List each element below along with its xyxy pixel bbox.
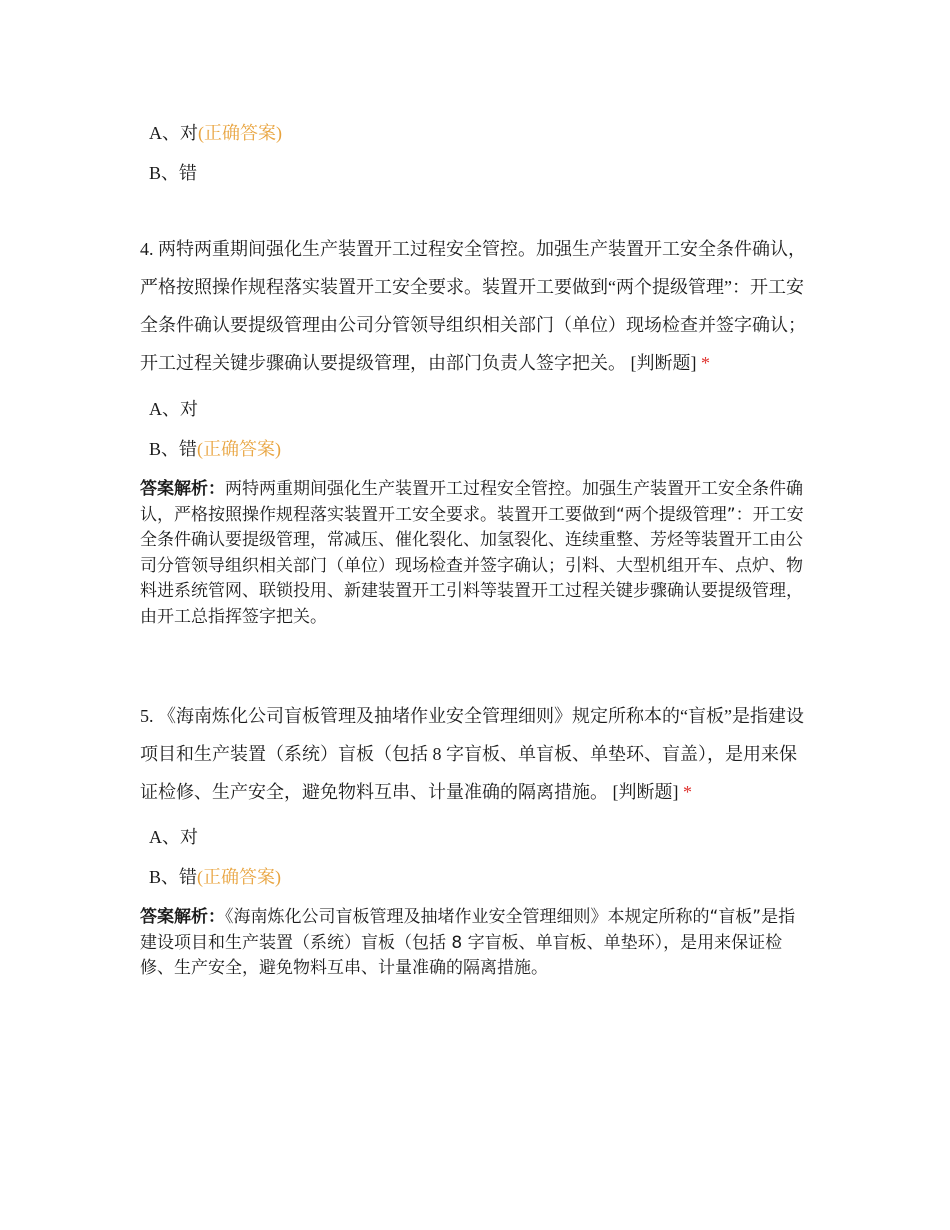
- q5-correct-answer-tag: (正确答案): [197, 867, 282, 887]
- q3-option-b-label: B、错: [149, 163, 198, 183]
- q4-type-tag: [判断题]: [630, 353, 697, 373]
- q5-option-a-label: A、对: [149, 827, 198, 847]
- q4-question-text: [140, 230, 812, 382]
- q4-question-body: 4. 两特两重期间强化生产装置开工过程安全管控。加强生产装置开工安全条件确认，严格按照操作规程落实装置开工安全要求。装置开工要做到“两个提级管理”：开工安全条件确认要提级管理由公司分管领导组织相关部门（单位）现场检查并签字确认；开工过程关键步骤确认要提级管理，由部门负责人签字把关。: [140, 239, 806, 373]
- q5-analysis-text: 《海南炼化公司盲板管理及抽堵作业安全管理细则》本规定所称的“盲板”是指建设项目和生产装置（系统）盲板（包括 8 字盲板、单盲板、单垫环），是用来保证检修、生产安全，避免物料互串、计量准确的隔离措施。: [140, 907, 796, 978]
- q4-option-b-label: B、错: [149, 439, 198, 459]
- q5-required-mark: *: [683, 782, 692, 802]
- q5-option-b-label: B、错: [149, 867, 198, 887]
- q5-question-text: [140, 697, 812, 811]
- q5-option-b[interactable]: [149, 865, 281, 889]
- q4-option-b[interactable]: [149, 437, 281, 461]
- q4-analysis-label: 答案解析：: [140, 479, 225, 499]
- q3-option-a-label: A、对: [149, 123, 198, 143]
- q5-answer-analysis: [140, 905, 812, 982]
- q5-question-body: 5. 《海南炼化公司盲板管理及抽堵作业安全管理细则》规定所称本的“盲板”是指建设项目和生产装置（系统）盲板（包括 8 字盲板、单盲板、单垫环、盲盖），是用来保证检修、生产安全，避免物料互串、计量准确的隔离措施。: [140, 706, 804, 802]
- q3-option-a[interactable]: [149, 121, 282, 145]
- q4-option-a-label: A、对: [149, 399, 198, 419]
- q4-analysis-text: 两特两重期间强化生产装置开工过程安全管控。加强生产装置开工安全条件确认，严格按照操作规程落实装置开工安全要求。装置开工要做到“两个提级管理”：开工安全条件确认要提级管理，常减压、催化裂化、加氢裂化、连续重整、芳烃等装置开工由公司分管领导组织相关部门（单位）现场检查并签字确认；引料、大型机组开车、点炉、物料进系统管网、联锁投用、新建装置开工引料等装置开工过程关键步骤确认要提级管理，由开工总指挥签字把关。: [140, 479, 804, 627]
- q5-option-a[interactable]: [149, 825, 198, 849]
- q3-option-b[interactable]: [149, 161, 197, 185]
- q3-correct-answer-tag: (正确答案): [198, 123, 282, 143]
- q4-required-mark: *: [701, 353, 710, 373]
- q4-correct-answer-tag: (正确答案): [197, 439, 282, 459]
- q5-analysis-label: 答案解析：: [140, 907, 225, 927]
- q4-answer-analysis: [140, 477, 812, 630]
- q5-type-tag: [判断题]: [612, 782, 679, 802]
- q4-option-a[interactable]: [149, 397, 198, 421]
